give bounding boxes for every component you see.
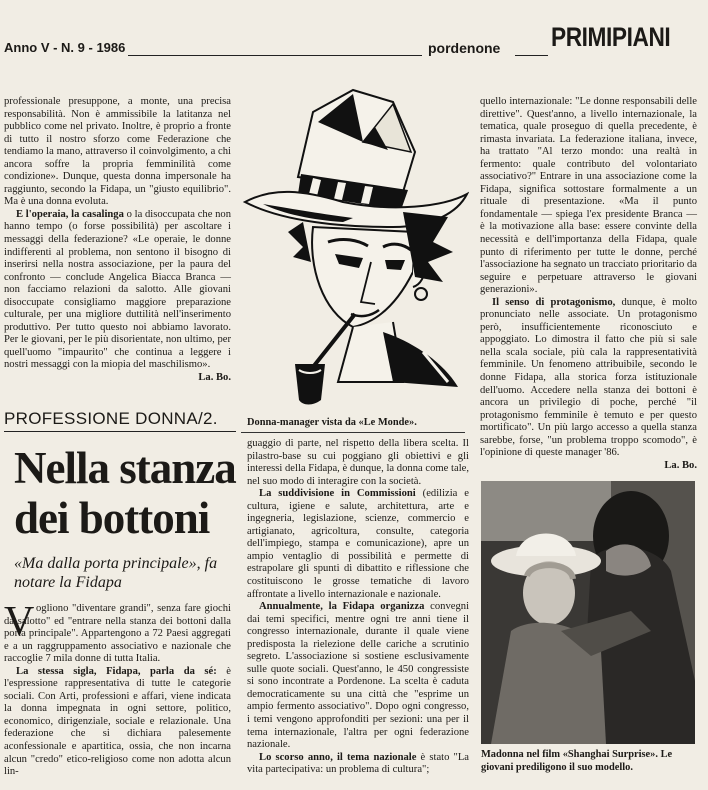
paragraph-text: ogliono "diventare grandi", senza fare giochi da salotto" ed "entrare nella stanza dei bottoni dalla porta principale". Appartengono a 72 Paesi aggregati e a un raggruppamento associativo e nazionale che raccoglie 7 mila donne di tutta Italia.	[4, 603, 231, 665]
lead-in: La suddivisione in Commissioni	[259, 488, 416, 500]
paragraph-text: (edilizia e cultura, igiene e salute, architettura, arte e ingegneria, legislazione, scienze, commercio e artigianato, agricoltura, consulte, categoria dell'impiego, stampa e comunicazione), apre un ampio ventaglio di possibilità e permette di estrapolare gli spunti di dibattito e riflessione che costituiscono le grosse tematiche di lavoro affrontate a livello internazionale e nazionale.	[247, 488, 469, 600]
city-label: pordenone	[428, 40, 501, 56]
paragraph	[4, 209, 231, 372]
lead-in: E l'operaia, la casalinga	[16, 208, 124, 220]
photo-madonna-film	[481, 481, 695, 744]
lead-in: Lo scorso anno, il tema nazionale	[259, 751, 417, 763]
column-3	[480, 96, 697, 472]
paragraph	[247, 488, 469, 601]
signature: La. Bo.	[664, 459, 697, 471]
column-1-top	[4, 96, 231, 385]
drop-cap: V	[4, 599, 35, 645]
header-rule	[128, 55, 422, 56]
paragraph-text: è stato "La vita partecipativa: un problema di cultura";	[247, 751, 470, 776]
illustration-caption: Donna-manager vista da «Le Monde».	[247, 417, 417, 428]
lead-in: Il senso di protagonismo,	[492, 296, 616, 308]
paragraph: professionale presuppone, a monte, una precisa responsabilità. Non è ammissibile la latitanza nel pubblico come nel privato. Inoltre, è proprio a fronte di tutto il nostro sforzo come Federazione che tendiamo la mano, attraverso il coinvolgimento, a chi ancora soffre la propria femminilità come condizione». Dunque, questa donna impersonale ha raggiunto, secondo la Fidapa, un "giusto equilibrio". Ma è una donna evoluta.	[4, 96, 231, 208]
photo-caption: Madonna nel film «Shanghai Surprise». Le giovani prediligono il suo modello.	[481, 749, 673, 773]
paragraph	[247, 601, 469, 752]
paragraph: quello internazionale: "Le donne responsabili delle direttive". Quest'anno, a livello internazionale, la tematica, quale proseguo di quella precedente, è rimasta invariata. La federazione italiana, invece, ha trattato "Al terzo mondo: una realtà in fermento: quale contributo del volontariato associativo?" Entrare in una associazione come la Fidapa, significa sottostare formalmente a un rituale di presentazione. «Ma il punto fondamentale — spiega l'ex presidente Branca — è la motivazione alla base: essere convinte della necessità e dell'importanza della Fidapa, quale punto di riferimento per tutte le donne, perché l'associazione ha segnato un tracciato prioritario da seguire e perpetuare attraverso le giovani generazioni».	[480, 96, 697, 296]
headline-line: Nella stanza	[14, 443, 236, 493]
photo-scene	[481, 481, 695, 744]
paragraph	[4, 666, 231, 779]
kicker-rule	[4, 431, 236, 432]
lead-in: La stessa sigla, Fidapa, parla da sé:	[16, 665, 217, 677]
paragraph-text: è l'espressione rappresentativa di tutte le categorie sociali. Con Arti, professioni e affari, viene indicata la donna impegnata in ogni settore, politico, economico, dirigenziale, sociale e relazionale. Una federazione che si dichiara palesemente aconfessionale e apartitica, ossia, che non incarna alcun "credo" etico-religioso come non adotta alcun lin-	[4, 665, 231, 778]
paragraph-text: convegni dai temi specifici, mentre ogni tre anni tiene il congresso internazionale, durante il quale viene predisposta la rielezione delle cariche a scrutinio segreto. L'associazione si sostiene esclusivamente sulle quote sociali. Quest'anno, le 450 congressiste si sono incontrate a Pordenone. La scelta è caduta democraticamente su una città che "esprime un ampio fermento associativo". Dopo ogni congresso, i temi vengono approfonditi per sezioni: una per il tema internazionale, l'altra per ogni federazione nazionale.	[247, 601, 470, 751]
paragraph-text: dunque, è molto pronunciato nelle associate. Un protagonismo però, insufficientemente riconosciuto e appoggiato. Lo dimostra il fatto che più si sale nella scala sociale, più cala la rappresentatività femminile. Un fenomeno attribuibile, secondo le donne Fidapa, alla storica forza istituzionale dell'uomo. Accedere nella stanza dei bottoni è ancora un privilegio di poche, perché "il protagonismo femminile è temuto e per questo mortificato". Un più largo accesso a quella stanza sarebbe, forse, "un problema troppo scomodo", è l'opinione di queste manager '86.	[480, 296, 697, 459]
column-1-body	[4, 599, 231, 779]
kicker: PROFESSIONE DONNA/2.	[4, 409, 218, 428]
issue-label: Anno V - N. 9 - 1986	[4, 40, 126, 55]
illustration-woman-in-hat	[243, 82, 469, 412]
section-title: PRIMIPIANI	[551, 22, 671, 52]
headline-line: dei bottoni	[14, 493, 210, 543]
lead-in: Annualmente, la Fidapa organizza	[259, 601, 425, 613]
column-2	[247, 438, 469, 777]
header-rule	[515, 55, 548, 56]
signature: La. Bo.	[198, 372, 231, 384]
paragraph	[480, 297, 697, 460]
paragraph	[247, 752, 469, 777]
paragraph: guaggio di parte, nel rispetto della libera scelta. Il pilastro-base su cui poggiano gli obiettivi e gli interessi della Fidapa, è dunque, la donna come tale, nel suo modo di interagire con la società.	[247, 438, 469, 487]
paragraph	[0, 599, 231, 666]
caption-rule	[241, 432, 465, 433]
paragraph-text: o la disoccupata che non hanno tempo (o forse possibilità) per ascoltare i messaggi della federazione? «Le operaie, le donne indifferenti al problema, non sentono il bisogno di inserirsi nella nostra associazione, per la paura del confronto — conclude Angelica Biacca Branca — non facciamo relazioni da salotto. Alle giovani disoccupate consigliamo maggiore preparazione culturale, per una migliore duttilità nell'inserimento produttivo. Per tutto questo noi abbiamo lavorato. Per le giovani, per le più disorientate, non ultimo, per quell'uomo "impaurito" che continua a leggere i nostri messaggi con la miopia del maschilismo».	[4, 208, 231, 371]
deck: «Ma dalla porta principale», fa notare la Fidapa	[14, 555, 218, 591]
headline	[14, 443, 236, 543]
